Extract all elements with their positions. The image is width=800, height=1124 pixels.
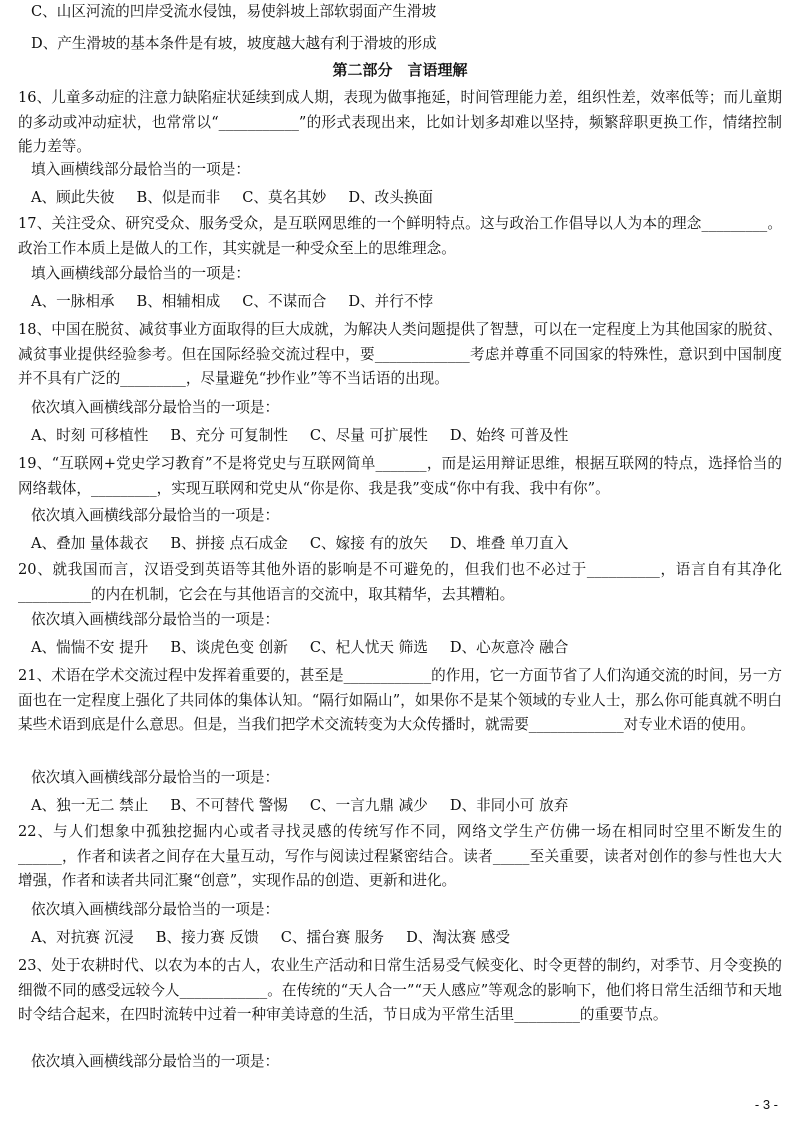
question-19-options	[31, 534, 590, 554]
question-16-option-d: D、改头换面	[348, 189, 434, 206]
question-17-option-c: C、不谋而合	[242, 293, 327, 310]
question-22-option-d: D、淘汰赛 感受	[406, 929, 510, 946]
question-17-option-d: D、并行不悖	[348, 293, 434, 310]
prev-option-c: C、山区河流的凹岸受流水侵蚀，易使斜坡上部软弱面产生滑坡	[31, 3, 437, 20]
question-18-prompt: 依次填入画横线部分最恰当的一项是：	[31, 399, 280, 416]
question-19-option-d: D、堆叠 单刀直入	[449, 535, 569, 552]
question-16-option-a: A、顾此失彼	[31, 189, 115, 206]
question-21-option-d: D、非同小可 放弃	[449, 797, 569, 814]
question-21-prompt: 依次填入画横线部分最恰当的一项是：	[31, 769, 280, 786]
question-22-prompt: 依次填入画横线部分最恰当的一项是：	[31, 901, 280, 918]
question-21-option-b: B、不可替代 警惕	[170, 797, 288, 814]
question-16-option-b: B、似是而非	[136, 189, 221, 206]
question-23-prompt: 依次填入画横线部分最恰当的一项是：	[31, 1053, 280, 1070]
question-19-option-a: A、叠加 量体裁衣	[31, 535, 149, 552]
question-17-stem: 17、关注受众、研究受众、服务受众，是互联网思维的一个鲜明特点。这与政治工作倡导以人为本的理念_________。政治工作本质上是做人的工作，其实就是一种受众至上的思维理念。	[18, 215, 782, 257]
question-22-stem: 22、与人们想象中孤独挖掘内心或者寻找灵感的传统写作不同，网络文学生产仿佛一场在相同时空里不断发生的______，作者和读者之间存在大量互动，写作与阅读过程紧密结合。读者_____至关重要，读者对创作的参与性也大大增强，作者和读者共同汇聚“创意”，实现作品的创造、更新和进化。	[18, 823, 782, 890]
question-18-option-b: B、充分 可复制性	[170, 427, 288, 444]
question-18-option-c: C、尽量 可扩展性	[309, 427, 428, 444]
question-22-options	[31, 928, 532, 948]
question-16-stem: 16、儿童多动症的注意力缺陷症状延续到成人期，表现为做事拖延，时间管理能力差，组织性差，效率低等；而儿童期的多动或冲动症状，也常常以“___________”的形式表现出来，比如计划多却难以坚持，频繁辞职更换工作，情绪控制能力差等。	[18, 89, 782, 156]
question-20-stem: 20、就我国而言，汉语受到英语等其他外语的影响是不可避免的，但我们也不必过于__________，语言自有其净化__________的内在机制，它会在与其他语言的交流中，取其精华，去其糟粕。	[18, 561, 782, 603]
question-21-option-c: C、一言九鼎 减少	[309, 797, 428, 814]
question-20-option-b: B、谈虎色变 创新	[170, 639, 288, 656]
question-21-stem: 21、术语在学术交流过程中发挥着重要的，甚至是____________的作用，它一方面节省了人们沟通交流的时间，另一方面也在一定程度上强化了共同体的集体认知。“隔行如隔山”，如果你不是某个领域的专业人士，那么你可能真就不明白某些术语到底是什么意思。但是，当我们把学术交流转变为大众传播时，就需要_____________对专业术语的使用。	[18, 667, 782, 734]
question-17-option-b: B、相辅相成	[136, 293, 221, 310]
question-20-option-c: C、杞人忧天 筛选	[309, 639, 428, 656]
question-22-option-b: B、接力赛 反馈	[155, 929, 259, 946]
question-16-prompt: 填入画横线部分最恰当的一项是：	[31, 161, 250, 178]
question-16-option-c: C、莫名其妙	[242, 189, 327, 206]
question-20-prompt: 依次填入画横线部分最恰当的一项是：	[31, 611, 280, 628]
question-18-stem: 18、中国在脱贫、减贫事业方面取得的巨大成就，为解决人类问题提供了智慧，可以在一定程度上为其他国家的脱贫、减贫事业提供经验参考。但在国际经验交流过程中，要_____________考虑并尊重不同国家的特殊性，意识到中国制度并不具有广泛的_________，尽量避免“抄作业”等不当话语的出现。	[18, 321, 782, 388]
question-18-options	[31, 426, 590, 446]
question-19-prompt: 依次填入画横线部分最恰当的一项是：	[31, 507, 280, 524]
prev-option-d: D、产生滑坡的基本条件是有坡，坡度越大越有利于滑坡的形成	[31, 35, 437, 52]
question-17-options	[31, 292, 455, 312]
question-22-option-c: C、擂台赛 服务	[280, 929, 385, 946]
question-19-stem: 19、“互联网+党史学习教育”不是将党史与互联网简单_______，而是运用辩证思维，根据互联网的特点，选择恰当的网络载体，_________，实现互联网和党史从“你是你、我是我”变成“你中有我、我中有你”。	[18, 455, 782, 497]
question-16-options	[31, 188, 455, 208]
question-20-options	[31, 638, 590, 658]
question-17-prompt: 填入画横线部分最恰当的一项是：	[31, 265, 250, 282]
question-23-stem: 23、处于农耕时代、以农为本的古人，农业生产活动和日常生活易受气候变化、时令更替的制约，对季节、月令变换的细微不同的感受远较今人____________。在传统的“天人合一”“天人感应”等观念的影响下，他们将日常生活细节和天地时令结合起来，在四时流转中过着一种审美诗意的生活，节日成为平常生活里_________的重要节点。	[18, 957, 782, 1024]
question-17-option-a: A、一脉相承	[31, 293, 115, 310]
question-19-option-c: C、嫁接 有的放矢	[309, 535, 428, 552]
question-18-option-d: D、始终 可普及性	[449, 427, 569, 444]
question-19-option-b: B、拼接 点石成金	[170, 535, 288, 552]
question-20-option-a: A、惴惴不安 提升	[31, 639, 149, 656]
question-21-option-a: A、独一无二 禁止	[31, 797, 149, 814]
question-20-option-d: D、心灰意冷 融合	[449, 639, 569, 656]
question-18-option-a: A、时刻 可移植性	[31, 427, 149, 444]
section-title: 第二部分 言语理解	[332, 61, 468, 79]
question-21-options	[31, 796, 590, 816]
question-22-option-a: A、对抗赛 沉浸	[31, 929, 134, 946]
page-number: - 3 -	[754, 1097, 778, 1112]
